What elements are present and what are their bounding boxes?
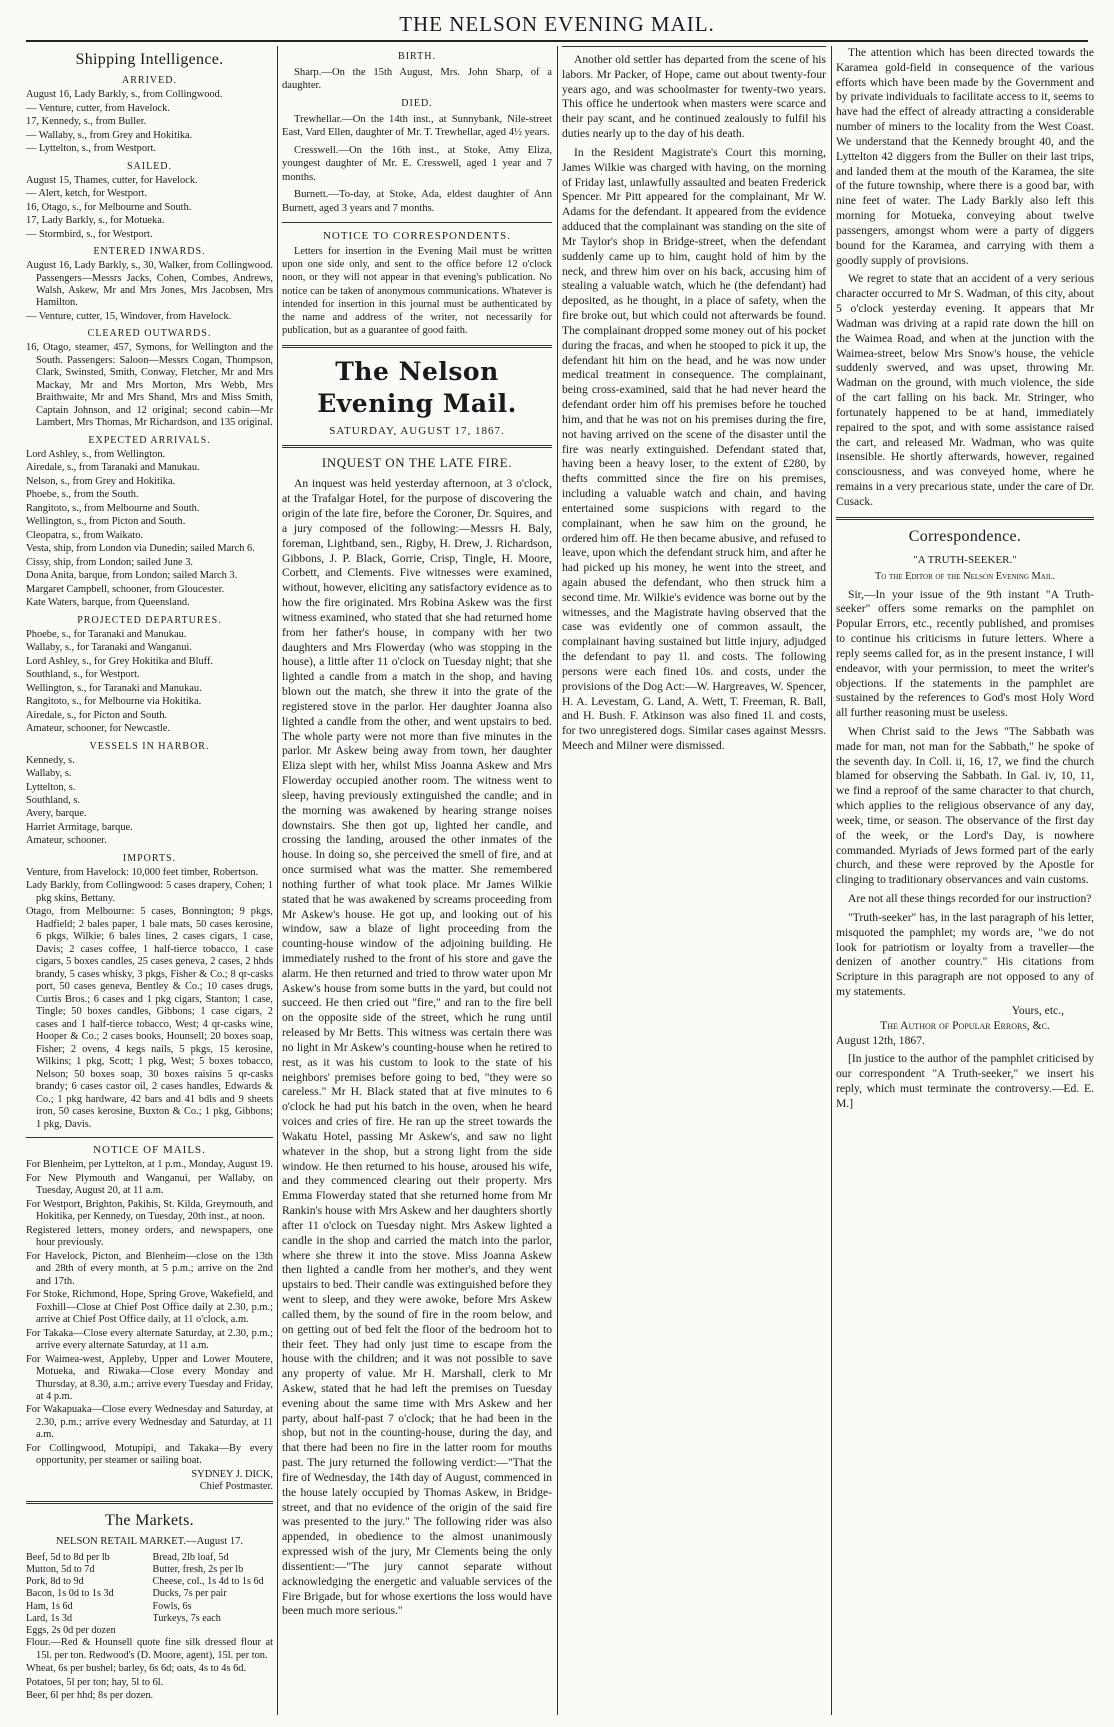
market-price: Bread, 2lb loaf, 5d bbox=[152, 1551, 229, 1563]
shipping-entry: Kennedy, s. bbox=[26, 754, 75, 766]
market-note: Potatoes, 5l per ton; hay, 5l to 6l. bbox=[26, 1676, 164, 1688]
correspondence-heading: Correspondence. bbox=[908, 527, 1022, 545]
shipping-entry: Wallaby, s., for Taranaki and Wanganui. bbox=[26, 642, 192, 654]
section-rule bbox=[562, 46, 826, 47]
shipping-entry: 16, Otago, steamer, 457, Symons, for Wellington and the South. Passengers: Saloon—Messrs Cogan, Thompson, Clark, Swinsted, Smith, Conway, Fletcher, Mr and Mrs Mackay, Mr and Mrs Morton, Mrs Webb, Mrs Braithwaite, Mr and Mrs Shand, Mrs and Miss Smith, Captain Johnson, and 12 original; second cabin—Mr Lambert, Mrs Thomas, Mr Richardson, and 135 original. bbox=[26, 342, 273, 429]
section-rule bbox=[282, 445, 552, 448]
correspondents-heading: NOTICE TO CORRESPONDENTS. bbox=[322, 229, 512, 242]
karamea-article: The attention which has been directed towards the Karamea gold-field in consequence of the various efforts which have been made by the Government and by private individuals to facilitate access to it, seems to have had the effect of already attracting a considerable number of miners to the locality from the West Coast. We understand that the Kennedy brought 40, and the Lyttelton 42 diggers from the Buller on their last trips, and landed them at the mouth of the Karamea, the site of the future township, where there is a good bar, with nine feet of water. The Lady Barkly also left this morning for Motueka, conveying about twelve passengers, amongst whom were a party of diggers bound for the Karamea, and carrying with them a goodly supply of provisions. bbox=[836, 46, 1094, 267]
mails-list bbox=[26, 1159, 273, 1468]
section-rule bbox=[282, 345, 552, 348]
shipping-entry: Amateur, schooner, for Newcastle. bbox=[26, 723, 171, 735]
section-rule bbox=[282, 222, 552, 223]
shipping-entry: — Wallaby, s., from Grey and Hokitika. bbox=[26, 129, 193, 141]
mail-notice: For Westport, Brighton, Pakihis, St. Kilda, Greymouth, and Hokitika, per Kennedy, on Tuesday, 20th inst., at noon. bbox=[26, 1198, 273, 1223]
market-price: Ham, 1s 6d bbox=[26, 1600, 73, 1612]
shipping-entry: Cleopatra, s., from Waikato. bbox=[26, 529, 143, 541]
shipping-entry: August 16, Lady Barkly, s., from Collingwood. bbox=[26, 89, 223, 101]
section-rule bbox=[836, 517, 1094, 520]
letter-title: "A TRUTH-SEEKER." bbox=[913, 554, 1017, 567]
market-price-list bbox=[26, 1552, 273, 1638]
masthead-rule bbox=[26, 40, 1088, 42]
shipping-entry: Avery, barque. bbox=[26, 808, 87, 820]
shipping-entry: — Stormbird, s., for Westport. bbox=[26, 228, 153, 240]
shipping-entry: Vesta, ship, from London via Dunedin; sailed March 6. bbox=[26, 543, 255, 555]
shipping-sections bbox=[26, 75, 273, 1131]
shipping-entry: — Venture, cutter, 15, Windover, from Havelock. bbox=[26, 310, 232, 322]
market-price: Fowls, 6s bbox=[152, 1600, 192, 1612]
shipping-section-title: ARRIVED. bbox=[122, 75, 177, 87]
shipping-section-title: PROJECTED DEPARTURES. bbox=[77, 614, 222, 626]
shipping-entry: 17, Lady Barkly, s., for Motueka. bbox=[26, 215, 165, 227]
death-notice: Trewhellar.—On the 14th inst., at Sunnybank, Nile-street East, Vard Ellen, daughter of Mr. T. Trewhellar, aged 4½ years. bbox=[282, 113, 552, 139]
letter-paragraph: Sir,—In your issue of the 9th instant "A Truth-seeker" offers some remarks on the pamphlet on Popular Errors, etc., recently published, and promises to continue his criticisms in future letters. Where a reply seems called for, as in the present instance, I will endeavor, with your permission, to meet the writer's objections. If the statements in the pamphlet are sustained by the references to God's most Holy Word all further reasoning must be useless. bbox=[836, 587, 1094, 720]
death-notice: Cresswell.—On the 16th inst., at Stoke, Amy Eliza, youngest daughter of Mr. E. Cresswell, aged 1 year and 7 months. bbox=[282, 144, 552, 183]
letter-paragraph: When Christ said to the Jews "The Sabbath was made for man, not man for the Sabbath," he spoke of the seventh day. In Coll. ii, 16, 17, we find the church blamed for observing the Sabbath. In Gal. iv, 10, 11, we find a reproof of the same character to that church, which applies to the religious observance of any day, week, time, or season. The observance of the first day of the week, or the Lord's Day, is nowhere commanded. Myriads of Jews formed part of the early church, and these were reproved by the Apostle for clinging to traditionary observances and vain customs. bbox=[836, 724, 1094, 887]
shipping-entry: Dona Anita, barque, from London; sailed March 3. bbox=[26, 570, 238, 582]
market-note: Beer, 6l per hhd; 8s per dozen. bbox=[26, 1690, 154, 1702]
markets-heading: The Markets. bbox=[105, 1511, 194, 1529]
shipping-entry: Lord Ashley, s., for Grey Hokitika and Bluff. bbox=[26, 655, 213, 667]
shipping-section-title: CLEARED OUTWARDS. bbox=[87, 328, 212, 340]
market-price: Butter, fresh, 2s per lb bbox=[152, 1564, 244, 1575]
shipping-entry: Nelson, s., from Grey and Hokitika. bbox=[26, 475, 176, 487]
market-notes bbox=[26, 1637, 273, 1702]
column-divider bbox=[557, 46, 558, 1715]
mail-notice: Registered letters, money orders, and newspapers, one hour previously. bbox=[26, 1224, 273, 1249]
shipping-entry: Rangitoto, s., from Melbourne and South. bbox=[26, 502, 200, 514]
section-rule bbox=[26, 1501, 273, 1504]
shipping-entry: Cissy, ship, from London; sailed June 3. bbox=[26, 556, 194, 568]
mails-signature: SYDNEY J. DICK, bbox=[191, 1468, 273, 1480]
market-price bbox=[153, 1625, 274, 1637]
shipping-entry: — Venture, cutter, from Havelock. bbox=[26, 102, 170, 114]
market-price: Bacon, 1s 0d to 1s 3d bbox=[26, 1588, 114, 1600]
market-price: Mutton, 5d to 7d bbox=[26, 1564, 95, 1575]
shipping-section-title: IMPORTS. bbox=[122, 852, 177, 864]
letter-addressee: To the Editor of the Nelson Evening Mail. bbox=[874, 571, 1056, 583]
shipping-entry: Otago, from Melbourne: 5 cases, Bonnington; 9 pkgs, Hadfield; 2 bales paper, 1 bale mats, 50 cases kerosine, 6 pkgs, Wilkie; 6 bales lines, 2 cases cigars, 1 case, Davis; 2 cases coffee, 1 half-tierce tobacco, 1 case cigars, 5 boxes candles, 25 cases geneva, 2 cases, 2 hhds brandy, 5 cases whisky, 3 pkgs, Fisher & Co.; 8 qr-casks port, 50 cases geneva, Bentley & Co.; 10 cases drugs, Curtis Bros.; 6 cases and 1 pkg cigars, Stanton; 1 case, Tingle; 50 boxes candles, Gibbons; 1 case cigars, 2 cases and 1 half-tierce tobacco, West; 4 qr-casks wine, Hooper & Co.; 2 cases books, Hounsell; 20 boxes soap, Fisher; 2 ovens, 4 kegs nails, 5 pkgs, 15 kerosine, Wilkins; 1 pkg, Scott; 1 pkg, West; 5 boxes tobacco, Nelson; 50 boxes soap, 30 boxes raisins 5 qr-casks brandy; 6 cases castor oil, 2 cases handles, Edwards & Co.; 1 pkg hardware, 42 bars and 41 bdls and 9 sheets iron, 50 cases kerosine, Buxton & Co.; 1 pkg, Gibbons; 1 pkg, Davis. bbox=[26, 906, 273, 1130]
market-price: Turkeys, 7s each bbox=[152, 1612, 221, 1624]
paper-nameplate: The Nelson Evening Mail. bbox=[317, 356, 517, 418]
death-notice: Burnett.—To-day, at Stoke, Ada, eldest daughter of Ann Burnett, aged 3 years and 7 months. bbox=[282, 189, 552, 214]
market-note: Flour.—Red & Hounsell quote fine silk dressed flour at 15l. per ton. Redwood's (D. Moore, agent), 15l. per ton. bbox=[26, 1637, 273, 1661]
column-divider bbox=[277, 46, 278, 1715]
shipping-entry: — Lyttelton, s., from Westport. bbox=[26, 143, 156, 155]
shipping-section-title: ENTERED INWARDS. bbox=[93, 246, 206, 258]
shipping-entry: 17, Kennedy, s., from Buller. bbox=[26, 116, 147, 128]
mail-notice: For Wakapuaka—Close every Wednesday and Saturday, at 2.30, p.m.; arrive every Wednesday and Saturday, at 11 a.m. bbox=[26, 1404, 273, 1441]
mails-signature-title: Chief Postmaster. bbox=[199, 1481, 273, 1493]
mail-notice: For Takaka—Close every alternate Saturday, at 2.30, p.m.; arrive every alternate Saturday, at 11 a.m. bbox=[26, 1327, 273, 1352]
shipping-entry: Airedale, s., for Picton and South. bbox=[26, 709, 168, 721]
column-divider bbox=[831, 46, 832, 1715]
shipping-entry: August 16, Lady Barkly, s., 30, Walker, from Collingwood. Passengers—Messrs Jacks, Cohen, Combes, Andrews, Walsh, Askew, Mr and Mrs Jones, Mrs Jacobsen, Mrs Hamilton. bbox=[26, 260, 273, 309]
mail-notice: For Waimea-west, Appleby, Upper and Lower Moutere, Motueka, and Riwaka—Close every Monday and Thursday, at 8.30, a.m.; arrive every Tuesday and Friday, at 4 p.m. bbox=[26, 1353, 273, 1402]
shipping-entry: Southland, s., for Westport. bbox=[26, 669, 140, 681]
column-correspondence bbox=[836, 46, 1094, 1715]
mail-notice: For Havelock, Picton, and Blenheim—close on the 13th and 28th of every month, at 5 p.m.; arrive on the 2nd and 17th. bbox=[26, 1250, 273, 1287]
shipping-entry: Phoebe, s., from the South. bbox=[26, 489, 139, 501]
market-price: Eggs, 2s 0d per dozen bbox=[26, 1625, 116, 1637]
masthead: THE NELSON EVENING MAIL. bbox=[399, 12, 715, 36]
mail-notice: For Stoke, Richmond, Hope, Spring Grove, Wakefield, and Foxhill—Close at Chief Post Office daily at 2.30, p.m.; arrive at Chief Post Office daily, at 11 o'clock, a.m. bbox=[26, 1289, 273, 1326]
mail-notice: For Collingwood, Motupipi, and Takaka—By every opportunity, per steamer or sailing boat. bbox=[26, 1442, 273, 1467]
shipping-entry: Airedale, s., from Taranaki and Manukau. bbox=[26, 462, 200, 474]
letter-closing: Yours, etc., bbox=[1011, 1003, 1064, 1017]
shipping-entry: Kate Waters, barque, from Queensland. bbox=[26, 597, 190, 609]
market-price: Ducks, 7s per pair bbox=[152, 1588, 227, 1600]
shipping-entry: Wallaby, s. bbox=[26, 768, 72, 780]
shipping-entry: Lord Ashley, s., from Wellington. bbox=[26, 448, 166, 460]
settler-article: Another old settler has departed from the scene of his labors. Mr Packer, of Hope, came out about twenty-four years ago, and was schoolmaster for twenty-two years. This office he undertook when masters were scarce and their pay scant, and he continued zealously to fulfil his duties nearly up to the day of his death. bbox=[562, 53, 826, 141]
shipping-entry: — Alert, ketch, for Westport. bbox=[26, 188, 148, 200]
shipping-entry: Margaret Campbell, schooner, from Gloucester. bbox=[26, 583, 225, 595]
paper-date: SATURDAY, AUGUST 17, 1867. bbox=[329, 424, 505, 437]
market-price: Pork, 8d to 9d bbox=[26, 1576, 84, 1588]
letter-paragraph: "Truth-seeker" has, in the last paragraph of his letter, misquoted the pamphlet; my words are, "we do not look for patriotism or loyalty from a traveller—the denizen of another country." His citations from Scripture in this paragraph are not opposed to any of my statements. bbox=[836, 910, 1094, 999]
shipping-entry: Amateur, schooner. bbox=[26, 835, 107, 847]
shipping-entry: Rangitoto, s., for Melbourne via Hokitika. bbox=[26, 696, 202, 708]
court-article: In the Resident Magistrate's Court this morning, James Wilkie was charged with having, on the morning of Friday last, unlawfully assaulted and beaten Frederick Spencer. Mr Pitt appeared for the complainant, Mr W. Adams for the defendant. It appeared from the evidence adduced that the complainant was standing on the site of Mr Taylor's shop in Bridge-street, when the defendant suddenly came up to him, caught hold of him by the neck, and threw him over on his back, accusing him of stealing a valuable watch, which he (the defendant) had deposited, as he thought, in a place of safety, when the fire broke out, but which could not afterwards be found. The complainant dropped some money out of his pocket during the fracas, and when he stooped to pick it up, the defendant hit him on the head, and he was now under medical treatment in consequence. The complainant, being cross-examined, said that he had never heard the defendant order him off his premises before he touched him, and that he was not on his premises during the fire, not having arrived on the scene of the disaster until the fire was nearly extinguished. Defendant stated that, having been a heavy loser, to the extent of £280, by thefts committed since the fire on his premises, including a valuable watch and chain, and having entertained some suspicions with regard to the complainant, when he saw him on the ground, he ordered him off. He then became abusive, and refused to leave, upon which the defendant struck him, and after he had picked up his money, he went into the street, and again abused the defendant, who then struck him a second time. Mr. Wilkie's evidence was borne out by the witnesses, and the Magistrate having observed that the case was evidently one of common assault, the complainant having sustained but little injury, adjudged the defendant to pay 1l. and costs. The following persons were each fined 10s. and costs, under the provisions of the Dog Act:—W. Hargreaves, W. Spencer, H. A. Levestam, G. Land, A. Wett, T. Freeman, R. Ball, and H. Bush. F. Atkinson was also fined 1l. and costs, for two unregistered dogs. Similar cases against Messrs. Meech and Milner were dismissed. bbox=[562, 145, 826, 753]
section-rule bbox=[26, 1137, 273, 1138]
shipping-entry: Wellington, s., for Taranaki and Manukau. bbox=[26, 682, 202, 694]
shipping-entry: Wellington, s., from Picton and South. bbox=[26, 516, 186, 528]
market-note: Wheat, 6s per bushel; barley, 6s 6d; oats, 4s to 4s 6d. bbox=[26, 1663, 247, 1675]
shipping-entry: Harriet Armitage, barque. bbox=[26, 821, 133, 833]
column-news bbox=[562, 46, 826, 1715]
accident-article: We regret to state that an accident of a very serious character occurred to Mr S. Wadman, of this city, about 5 o'clock yesterday evening. It appears that Mr Wadman was driving at a rapid rate down the hill on the Waimea Road, and when at the junction with the Waimea-street, below Mrs Snow's house, the vehicle suddenly swerved, and was upset, throwing Mr. Wadman on the ground, with much violence, the side of the cart falling on his back. Mr. Stringer, who fortunately happened to be at hand, immediately repaired to the spot, and with some assistance raised the cart, and released Mr. Wadman, who was quite insensible. He shortly afterwards, however, regained consciousness, and was conveyed home, where he remains in a very precarious state, under the care of Dr. Cusack. bbox=[836, 272, 1094, 508]
shipping-section-title: SAILED. bbox=[126, 160, 173, 172]
column-shipping bbox=[26, 46, 273, 1715]
birth-notice: Sharp.—On the 15th August, Mrs. John Sharp, of a daughter. bbox=[282, 66, 552, 92]
death-notices bbox=[282, 113, 552, 216]
letter-author: The Author of Popular Errors, &c. bbox=[880, 1018, 1050, 1032]
market-price: Lard, 1s 3d bbox=[26, 1612, 73, 1624]
markets-subheading: NELSON RETAIL MARKET.—August 17. bbox=[55, 1536, 244, 1548]
shipping-entry: 16, Otago, s., for Melbourne and South. bbox=[26, 201, 192, 213]
correspondents-notice: Letters for insertion in the Evening Mail must be written upon one side only, and sent to the office before 12 o'clock noon, or they will not appear in that evening's publication. No notice can be taken of anonymous communications. Whatever is intended for insertion in this journal must be authenticated by the name and address of the writer, not necessarily for publication, but as a guarantee of good faith. bbox=[282, 245, 552, 337]
inquest-title: INQUEST ON THE LATE FIRE. bbox=[321, 454, 513, 470]
shipping-section-title: VESSELS IN HARBOR. bbox=[89, 740, 210, 752]
letter-date: August 12th, 1867. bbox=[836, 1033, 925, 1047]
editor-note: [In justice to the author of the pamphlet criticised by our correspondent "A Truth-seeker," we insert his reply, which must terminate the controversy.—Ed. E. M.] bbox=[836, 1052, 1094, 1110]
shipping-entry: Lyttelton, s. bbox=[26, 781, 76, 793]
mail-notice: For Blenheim, per Lyttelton, at 1 p.m., Monday, August 19. bbox=[26, 1159, 273, 1171]
died-heading: DIED. bbox=[401, 97, 433, 109]
market-price: Beef, 5d to 8d per lb bbox=[26, 1551, 110, 1563]
column-notices bbox=[282, 46, 552, 1715]
shipping-entry: Phoebe, s., for Taranaki and Manukau. bbox=[26, 628, 187, 640]
shipping-entry: Venture, from Havelock: 10,000 feet timber, Robertson. bbox=[26, 866, 259, 878]
shipping-entry: Lady Barkly, from Collingwood: 5 cases drapery, Cohen; 1 pkg skins, Bettany. bbox=[26, 880, 273, 904]
letter-paragraph: Are not all these things recorded for our instruction? bbox=[848, 892, 1092, 906]
market-price: Cheese, col., 1s 4d to 1s 6d bbox=[152, 1576, 264, 1588]
inquest-article: An inquest was held yesterday afternoon, at 3 o'clock, at the Trafalgar Hotel, for the purpose of discovering the origin of the late fire, before the Coroner, Dr. Squires, and a jury composed of the following:—Messrs H. Baly, foreman, Lightband, sen., Rigby, H. Drew, J. Richardson, Gibbons, J. P. Black, Gorrie, Crisp, Tingle, H. Moore, Corbett, and Clements. Five witnesses were examined, without, however, eliciting any satisfactory evidence as to how the fire originated. Mrs Robina Askew was the first witness examined, who stated that she had returned home from her father's house, in company with her two daughters and Mrs Flowerday (who was stopping in the house), a little after 11 o'clock on Tuesday night; that she lighted a candle from a match in the shop, and having blown out the match, she threw it into the grate of the registered stove in the parlor. Her daughter Joanna also lighted a candle from the other, and went upstairs to bed. The whole party were not more than five minutes in the parlor. Mr Askew being away from town, her daughter Eliza slept with her, whilst Miss Joanna Askew and Mrs Flowerday occupied another room. The witness went to sleep, having previously extinguished the candle; and in the morning was awakened by hearing strange noises downstairs. She then got up, lighted her candle, and crossing the landing, aroused the other inmates of the house. In doing so, she perceived the smell of fire, and at once surmised what was the matter. She remembered nothing further of what took place. Mr James Wilkie stated that he was awakened by screams proceeding from Mr Askew's house. He got up, and looking out of his window, saw a blaze of light proceeding from the counting-house window of the adjoining building. He immediately rushed to the front of his store and gave the alarm. He then returned and tried to throw water upon Mr Askew's house from some butts in the yard, but could not succeed. He then cried out "fire," and ran to the fire bell on the opposite side of the street, which he rung until released by Mr Betts. This witness was certain there was no light in Mr Askew's counting-house when he retired to rest, as it was his custom to look to the state of his neighbors' premises before going to bed, "they were so careless." Mr H. Black stated that at five minutes to 6 o'clock he had put his batch in the oven, when he heard voices and cries of fire. He ran up the street towards the Wakatu Hotel, passing Mr Askew's, and saw no light whatever in the shop, but a strong light from the side window. He then returned to his house, aroused his wife, and they commenced clearing out their property. Mrs Emma Flowerday stated that she returned home from Mr Rankin's house with Mrs Askew and her daughters shortly after 11 o'clock on Tuesday night. Mrs Askew lighted a candle in the shop and carried the match into the parlor, where she threw it into the stove. Miss Joanna Askew then lighted a candle from her mother's, and they went upstairs to bed. Their candle was extinguished before they went to sleep, and they were awoke, before Mrs Askew called them, by the sound of fire in the room below, and on getting out of bed felt the floor of the bedroom hot to their feet. They had only just time to escape from the house with the children; and it was not possible to save any property of value. Mr H. Marshall, clerk to Mr Askew, stated that he had left the premises on Tuesday evening about the same time with Mrs Askew and her party, about half-past 7 o'clock; that he had been in the shop, but not in the counting-house, during the day, and that there had been no fire in the latter room for mouths past. The jury returned the following verdict:—"That the fire of Wednesday, the 14th day of August, commenced in the house lately occupied by Thomas Askew, in Bridge-street, and that no evidence of the origin of the said fire was presented to the jury." The following rider was also appended, in obedience to the almost unanimously expressed wish of the jury, Mr Clements being the only dissentient:—"The jury cannot separate without acknowledging the energetic and valuable services of the Fire Brigade, but for whose exertions the loss would have been much more serious." bbox=[282, 477, 552, 1618]
mails-heading: NOTICE OF MAILS. bbox=[93, 1144, 206, 1157]
shipping-heading: Shipping Intelligence. bbox=[75, 51, 224, 68]
birth-heading: BIRTH. bbox=[398, 51, 436, 62]
mail-notice: For New Plymouth and Wanganui, per Wallaby, on Tuesday, August 20, at 11 a.m. bbox=[26, 1172, 273, 1197]
shipping-section-title: EXPECTED ARRIVALS. bbox=[88, 434, 211, 446]
shipping-entry: Southland, s. bbox=[26, 794, 80, 806]
shipping-entry: August 15, Thames, cutter, for Havelock. bbox=[26, 174, 198, 186]
